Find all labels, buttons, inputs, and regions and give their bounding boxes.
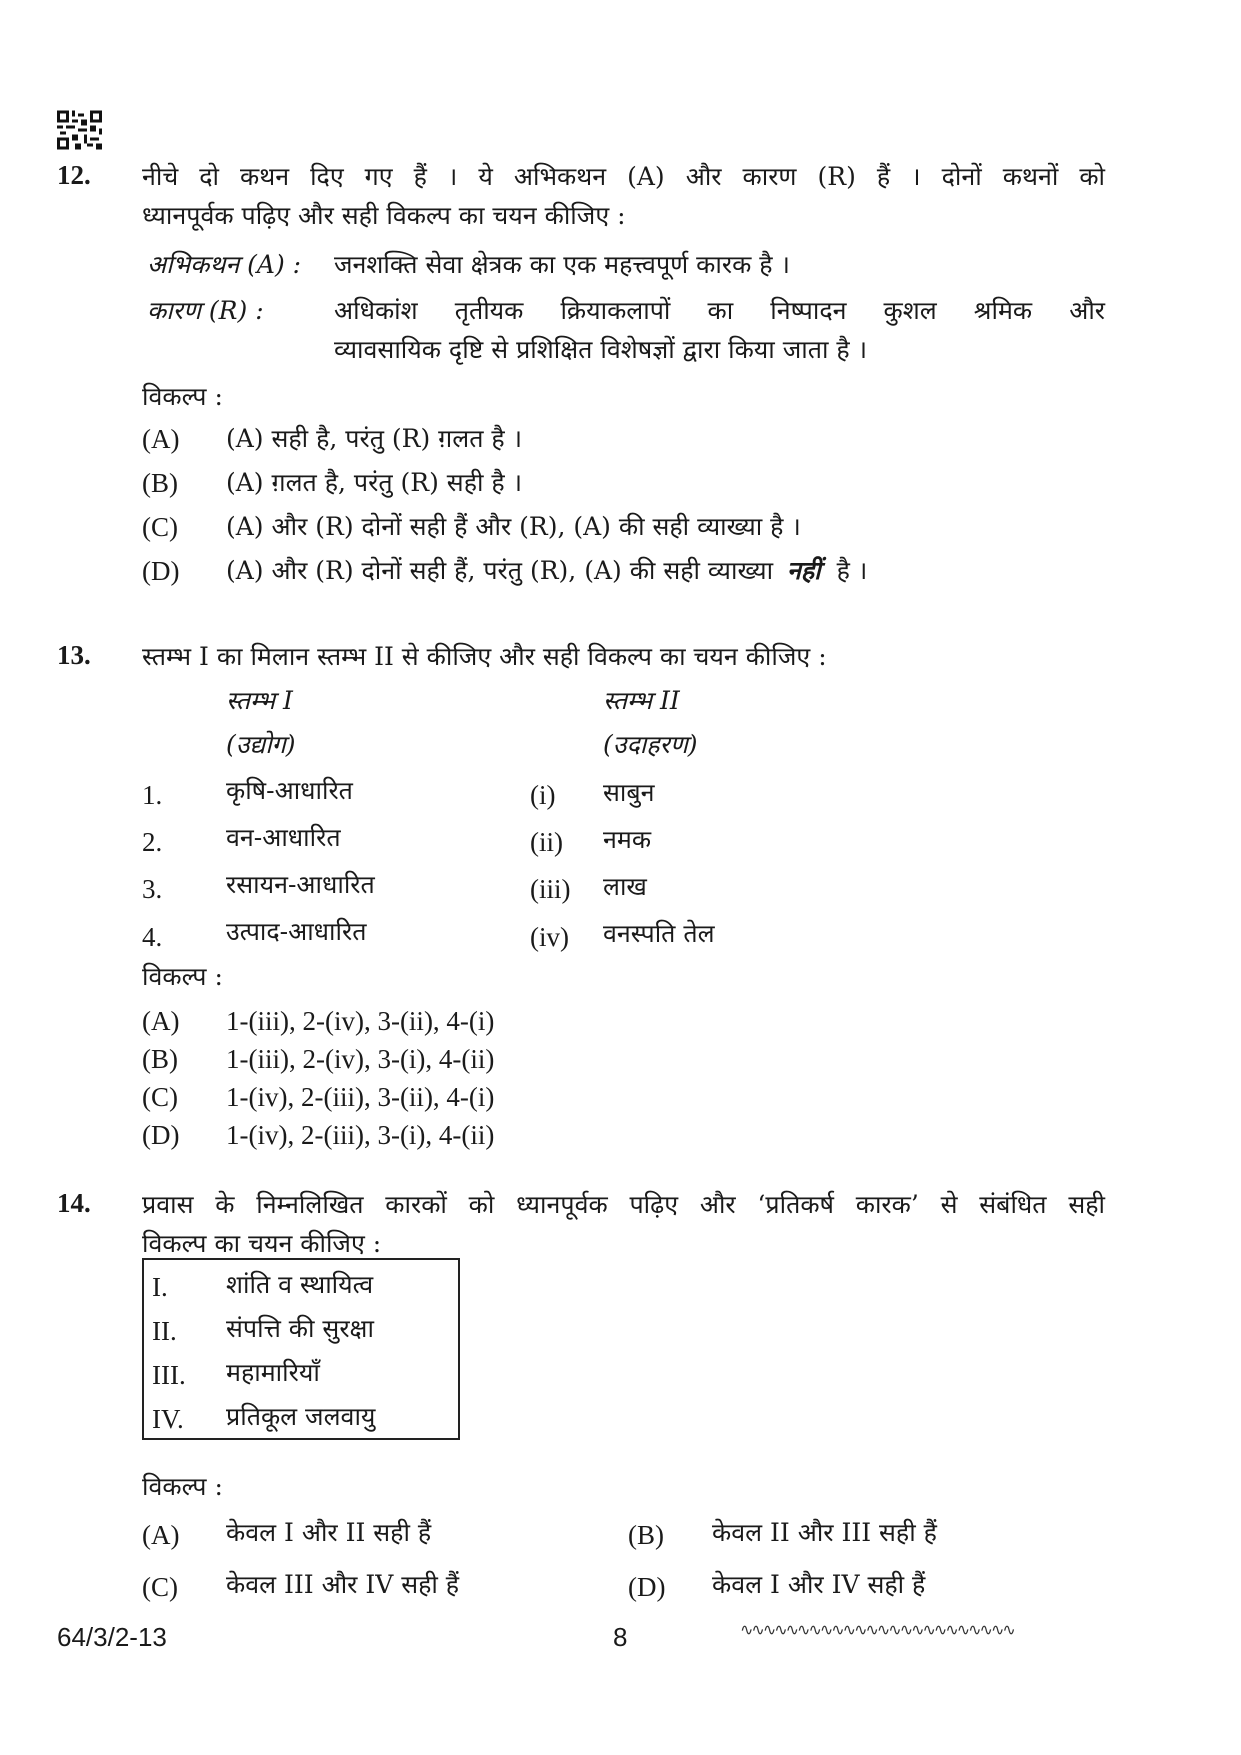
option-label: (C) xyxy=(142,1082,178,1112)
factor-text: शांति व स्थायित्व xyxy=(226,1270,374,1299)
option-text: (A) सही है, परंतु (R) ग़लत है । xyxy=(226,424,523,453)
paper-code: 64/3/2-13 xyxy=(57,1622,167,1652)
option-text: केवल II और III सही हैं xyxy=(712,1518,937,1547)
option-text: 1-(iv), 2-(iii), 3-(i), 4-(ii) xyxy=(226,1120,495,1150)
row-number: (i) xyxy=(530,780,556,810)
column-heading: स्तम्भ I xyxy=(226,686,293,715)
options-label: विकल्प : xyxy=(142,382,223,411)
option-label: (D) xyxy=(628,1572,666,1602)
row-number: 3. xyxy=(142,874,163,904)
question-text: स्तम्भ I का मिलान स्तम्भ II से कीजिए और सही विकल्प का चयन कीजिए : xyxy=(142,642,827,671)
reason-label: कारण (R) : xyxy=(147,296,264,325)
factor-text: संपत्ति की सुरक्षा xyxy=(226,1314,374,1343)
row-number: (iii) xyxy=(530,874,571,904)
question-text: ध्यानपूर्वक पढ़िए और सही विकल्प का चयन कीजिए : xyxy=(142,201,626,230)
option-emphasis: नहीं xyxy=(787,556,821,585)
factor-text: प्रतिकूल जलवायु xyxy=(226,1402,376,1431)
column-item: वन-आधारित xyxy=(226,823,341,852)
option-label: (A) xyxy=(142,1006,180,1036)
question-text: नीचे दो कथन दिए गए हैं । ये अभिकथन (A) और कारण (R) हैं । दोनों कथनों को xyxy=(142,162,1105,191)
option-label: (D) xyxy=(142,556,180,586)
question-text: प्रवास के निम्नलिखित कारकों को ध्यानपूर्वक पढ़िए और ‘प्रतिकर्ष कारक’ से संबंधित सही xyxy=(142,1190,1105,1219)
assertion-text: जनशक्ति सेवा क्षेत्रक का एक महत्त्वपूर्ण कारक है । xyxy=(334,250,790,279)
question-number: 13. xyxy=(57,640,91,670)
assertion-label: अभिकथन (A) : xyxy=(147,250,302,279)
qr-code-icon xyxy=(57,110,102,150)
option-label: (A) xyxy=(142,1520,180,1550)
option-text: केवल III और IV सही हैं xyxy=(226,1570,460,1599)
page-number: 8 xyxy=(613,1622,628,1652)
column-item: उत्पाद-आधारित xyxy=(226,917,367,946)
column-item: कृषि-आधारित xyxy=(226,776,353,805)
option-text-part: (A) और (R) दोनों सही हैं, परंतु (R), (A) की सही व्याख्या xyxy=(226,556,774,585)
footer-wave-decoration: ∿∿∿∿∿∿∿∿∿∿∿∿∿∿∿∿∿∿∿∿∿∿∿∿ xyxy=(740,1620,1014,1639)
factor-number: II. xyxy=(152,1316,177,1346)
factor-text: महामारियाँ xyxy=(226,1358,320,1387)
question-number: 12. xyxy=(57,160,91,190)
row-number: 1. xyxy=(142,780,163,810)
column-item: लाख xyxy=(603,872,647,901)
column-item: रसायन-आधारित xyxy=(226,870,375,899)
reason-text: अधिकांश तृतीयक क्रियाकलापों का निष्पादन कुशल श्रमिक और xyxy=(334,296,1105,325)
option-text xyxy=(226,552,867,590)
row-number: 2. xyxy=(142,827,163,857)
factor-number: I. xyxy=(152,1272,168,1302)
option-label: (B) xyxy=(142,1044,178,1074)
factor-number: IV. xyxy=(152,1404,184,1434)
option-label: (C) xyxy=(142,1572,178,1602)
column-subheading: (उदाहरण) xyxy=(603,730,698,759)
options-label: विकल्प : xyxy=(142,962,223,991)
column-item: साबुन xyxy=(603,778,655,807)
option-label: (C) xyxy=(142,512,178,542)
option-label: (B) xyxy=(628,1520,664,1550)
row-number: (iv) xyxy=(530,922,569,952)
option-label: (D) xyxy=(142,1120,180,1150)
question-text: विकल्प का चयन कीजिए : xyxy=(142,1229,382,1258)
factor-number: III. xyxy=(152,1360,186,1390)
option-text: केवल I और IV सही हैं xyxy=(712,1570,926,1599)
column-item: नमक xyxy=(603,825,652,854)
option-text: (A) और (R) दोनों सही हैं और (R), (A) की सही व्याख्या है । xyxy=(226,512,801,541)
option-text: केवल I और II सही हैं xyxy=(226,1518,432,1547)
column-item: वनस्पति तेल xyxy=(603,919,715,948)
row-number: (ii) xyxy=(530,827,563,857)
column-subheading: (उद्योग) xyxy=(226,730,296,759)
option-label: (A) xyxy=(142,424,180,454)
question-number: 14. xyxy=(57,1188,91,1218)
option-text: 1-(iii), 2-(iv), 3-(i), 4-(ii) xyxy=(226,1044,495,1074)
reason-text: व्यावसायिक दृष्टि से प्रशिक्षित विशेषज्ञों द्वारा किया जाता है । xyxy=(334,335,868,364)
column-heading: स्तम्भ II xyxy=(603,686,680,715)
row-number: 4. xyxy=(142,922,163,952)
option-text: (A) ग़लत है, परंतु (R) सही है । xyxy=(226,468,523,497)
option-text-part: है । xyxy=(836,556,868,585)
option-label: (B) xyxy=(142,468,178,498)
option-text: 1-(iii), 2-(iv), 3-(ii), 4-(i) xyxy=(226,1006,495,1036)
option-text: 1-(iv), 2-(iii), 3-(ii), 4-(i) xyxy=(226,1082,495,1112)
options-label: विकल्प : xyxy=(142,1472,223,1501)
